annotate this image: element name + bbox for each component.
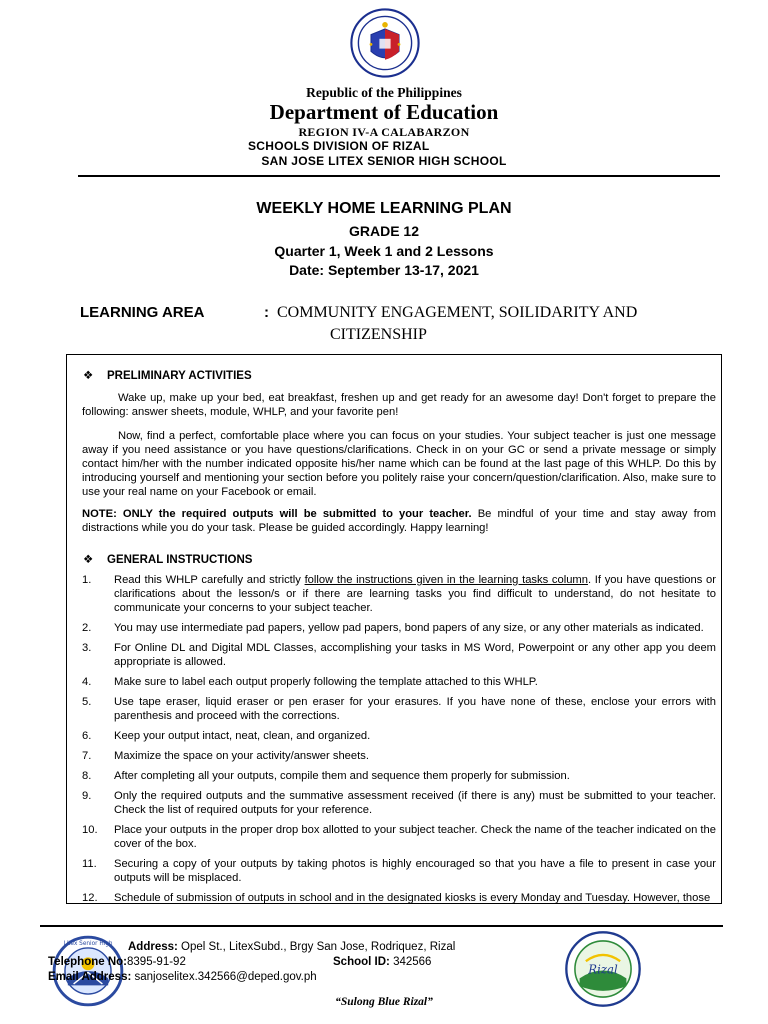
date-range: Date: September 13-17, 2021	[289, 262, 479, 278]
learning-area-colon: :	[264, 304, 269, 321]
list-item-text: Schedule of submission of outputs in school and in the designated kiosks is every Monday and Tuesday. However, those	[114, 892, 711, 904]
telephone-line	[48, 956, 186, 968]
learning-area-value: COMMUNITY ENGAGEMENT, SOILIDARITY AND	[277, 304, 638, 321]
list-item	[82, 641, 716, 669]
list-item	[82, 857, 716, 885]
list-item-number: 5.	[82, 696, 92, 708]
list-item-text-cont: . If you have questions or clarifications about the lesson/s or if there are learning tasks you find difficult to understand, do not hesitate to communicate your concerns to your subject teacher.	[114, 574, 716, 614]
list-item-text: Place your outputs in the proper drop box allotted to your subject teacher. Check the name of the teacher indicated on the cover of the box.	[114, 824, 716, 850]
learning-area-label: LEARNING AREA	[80, 304, 205, 321]
list-item	[82, 891, 716, 904]
email-value: sanjoselitex.342566@deped.gov.ph	[131, 971, 317, 983]
list-item-number: 1.	[82, 574, 92, 586]
region-line: REGION IV-A CALABARZON	[298, 125, 470, 139]
list-item-number: 6.	[82, 730, 92, 742]
list-item	[82, 749, 716, 763]
list-item-number: 2.	[82, 622, 92, 634]
preliminary-heading-text: PRELIMINARY ACTIVITIES	[107, 370, 252, 382]
division-line: SCHOOLS DIVISION OF RIZAL	[248, 139, 430, 153]
email-label: Email Address:	[48, 971, 132, 983]
preliminary-paragraph-1	[82, 391, 716, 419]
telephone-label: Telephone No:	[48, 956, 128, 968]
list-item	[82, 729, 716, 743]
school-id-value: 342566	[389, 956, 432, 968]
document-title: WEEKLY HOME LEARNING PLAN	[256, 200, 512, 217]
list-item	[82, 769, 716, 783]
rizal-logo-text: Rizal	[588, 962, 618, 977]
list-item-text: Make sure to label each output properly following the template attached to this WHLP.	[114, 676, 538, 688]
footer-divider	[40, 925, 723, 927]
instructions-list	[82, 573, 716, 904]
list-item-number: 8.	[82, 770, 92, 782]
republic-line: Republic of the Philippines	[306, 85, 462, 100]
list-item	[82, 675, 716, 689]
deped-seal-icon	[350, 8, 420, 78]
list-item-number: 11.	[82, 858, 97, 870]
list-item	[82, 789, 716, 817]
address-label: Address:	[128, 941, 178, 953]
grade-level: GRADE 12	[348, 223, 420, 239]
telephone-value: 8395-91-92	[127, 956, 186, 968]
instructions-box	[66, 354, 722, 904]
general-instructions-heading	[83, 553, 252, 567]
list-item-number: 10.	[82, 824, 98, 836]
school-id-line	[333, 956, 431, 968]
diamond-bullet-icon: ❖	[83, 370, 94, 382]
school-logo-ring-text: Litex Senior High	[63, 941, 113, 948]
address-line	[128, 941, 455, 953]
preliminary-p2-text: Now, find a perfect, comfortable place where you can focus on your studies. Your subject teacher is just one message away if you need assistance or you have questions/clarifications. Check in on your GC or send a private message or simply contact him/her with the number indicated opposite his/her name which can be found at the last page of this WHLP. Do this by introducing yourself and mentioning your section before you politely raise your concern/question/clarification. Also, make sure to use your real name on your Facebook or email.	[82, 430, 716, 498]
preliminary-heading	[83, 369, 252, 383]
list-item-text: Use tape eraser, liquid eraser or pen eraser for your erasures. If you have none of these, enclose your errors with parenthesis and proceed with the corrections.	[114, 696, 716, 722]
list-item	[82, 695, 716, 723]
school-name: SAN JOSE LITEX SENIOR HIGH SCHOOL	[261, 154, 507, 168]
header-divider	[78, 175, 720, 177]
note-rest-text: Be mindful of your time and stay away from distractions while you do your task. Please be guided accordingly. Happy learning!	[82, 508, 716, 534]
list-item-text: Read this WHLP carefully and strictly	[114, 574, 305, 586]
underlined-instruction: follow the instructions given in the learning tasks column	[304, 574, 588, 586]
rizal-logo-icon	[564, 930, 642, 1008]
list-item-number: 4.	[82, 676, 92, 688]
list-item-number: 7.	[82, 750, 92, 762]
list-item-number: 12.	[82, 892, 98, 904]
preliminary-paragraph-2	[82, 429, 716, 499]
list-item-number: 9.	[82, 790, 92, 802]
list-item-text: You may use intermediate pad papers, yellow pad papers, bond papers of any size, or any other materials as indicated.	[114, 622, 704, 634]
department-name: Department of Education	[269, 100, 499, 124]
preliminary-p1-text: Wake up, make up your bed, eat breakfast, freshen up and get ready for an awesome day! Don't forget to prepare the following: answer sheets, module, WHLP, and your favorite pen!	[82, 392, 716, 418]
list-item-text: After completing all your outputs, compile them and sequence them properly for submission.	[114, 770, 570, 782]
diamond-bullet-icon: ❖	[83, 554, 94, 566]
school-id-label: School ID:	[333, 956, 390, 968]
list-item-text: Only the required outputs and the summative assessment received (if there is any) must be submitted to your teacher. Check the list of required outputs for your reference.	[114, 790, 716, 816]
learning-area-value-cont: CITIZENSHIP	[330, 326, 427, 343]
address-value: Opel St., LitexSubd., Brgy San Jose, Rodriquez, Rizal	[177, 941, 456, 953]
list-item	[82, 621, 716, 635]
general-heading-text: GENERAL INSTRUCTIONS	[107, 554, 253, 566]
list-item-text: For Online DL and Digital MDL Classes, accomplishing your tasks in MS Word, Powerpoint or any other app you deem appropriate is allowed.	[114, 642, 716, 668]
list-item-number: 3.	[82, 642, 92, 654]
list-item	[82, 573, 716, 615]
list-item	[82, 823, 716, 851]
list-item-text: Securing a copy of your outputs by taking photos is highly encouraged so that you have a file to present in case your outputs will be misplaced.	[114, 858, 716, 884]
preliminary-note	[82, 507, 716, 535]
note-bold-text: NOTE: ONLY the required outputs will be submitted to your teacher.	[82, 508, 472, 520]
motto: “Sulong Blue Rizal”	[335, 996, 433, 1008]
email-line	[48, 971, 317, 983]
quarter-week: Quarter 1, Week 1 and 2 Lessons	[274, 243, 494, 259]
list-item-text: Keep your output intact, neat, clean, and organized.	[114, 730, 371, 742]
list-item-text: Maximize the space on your activity/answer sheets.	[114, 750, 369, 762]
